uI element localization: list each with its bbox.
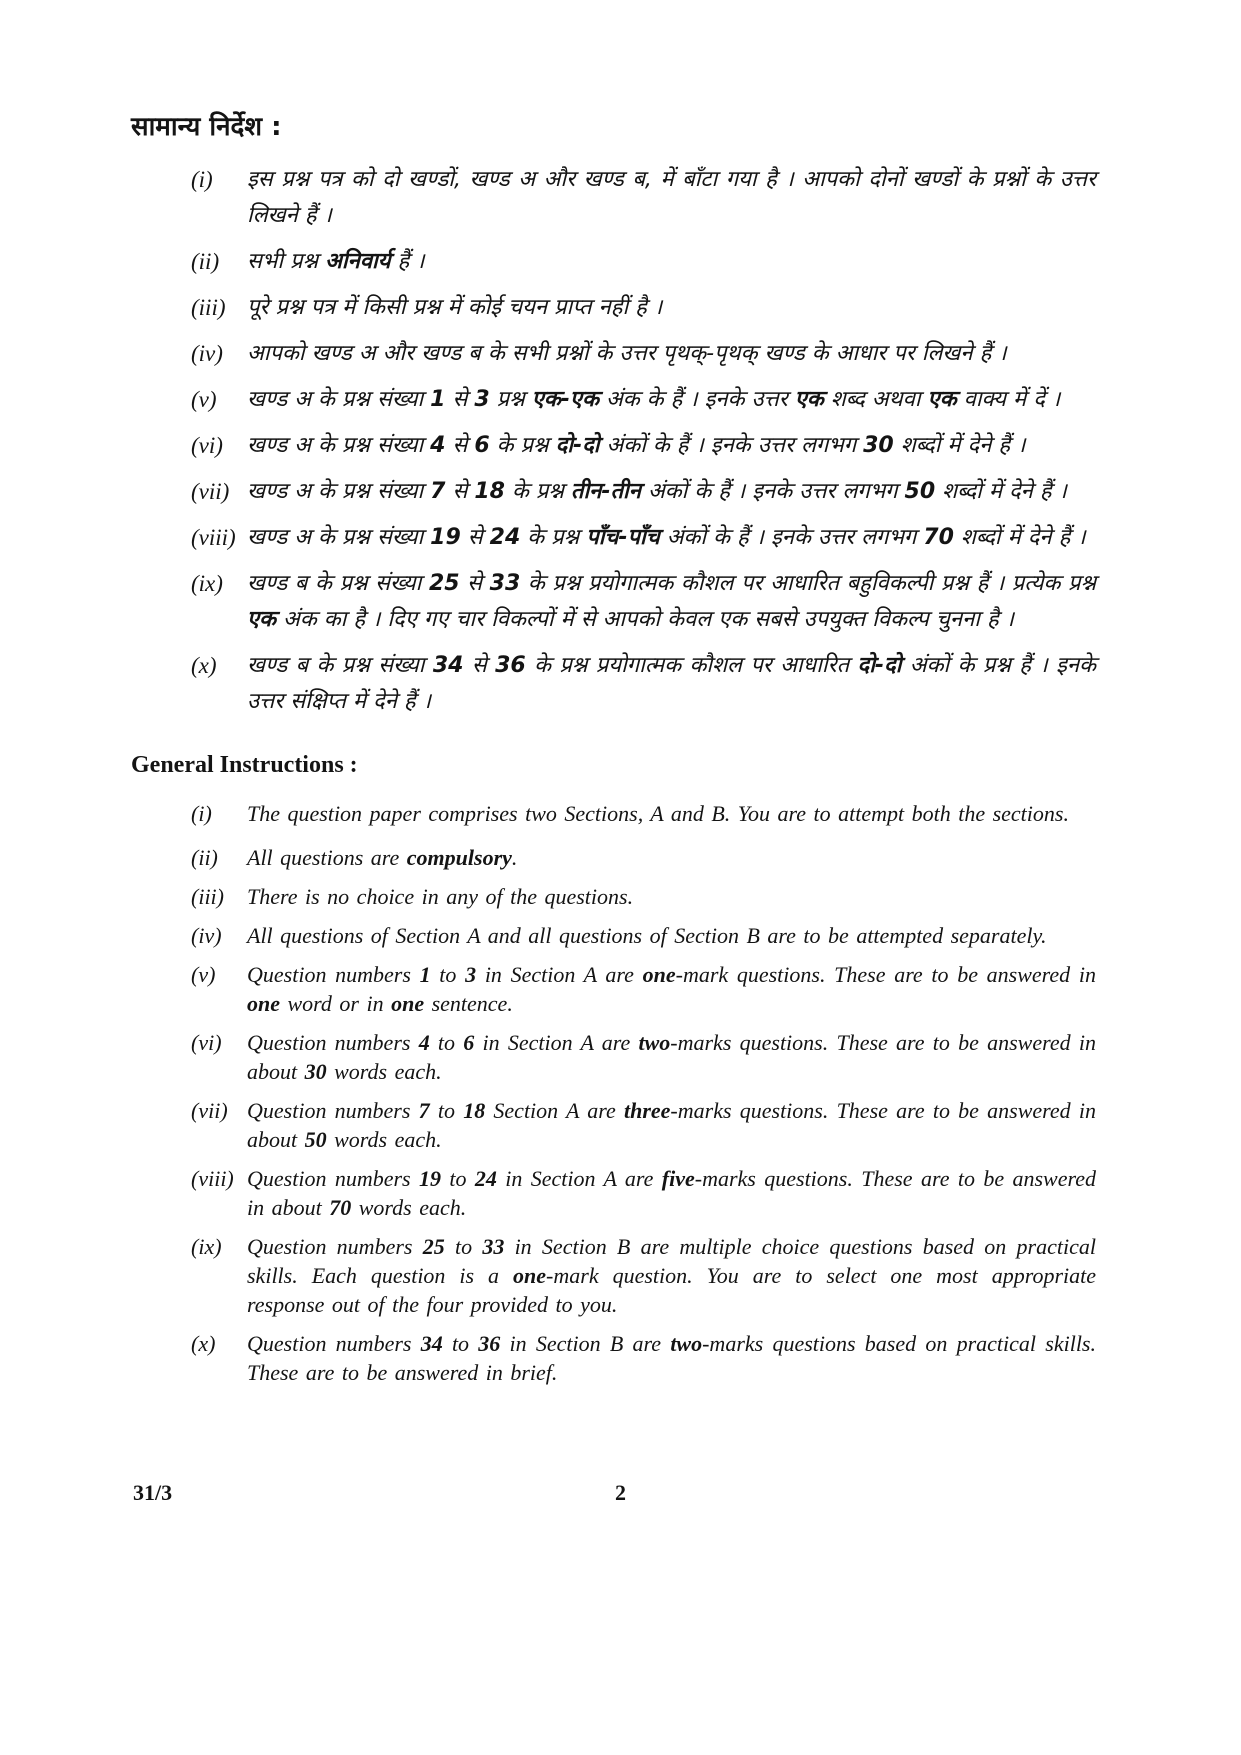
instruction-item (191, 244, 1096, 280)
item-text: खण्ड अ के प्रश्न संख्या 19 से 24 के प्रश्न पाँच-पाँच अंकों के हैं । इनके उत्तर लगभग 70 शब्दों में देने हैं । (247, 525, 1086, 550)
item-text: Question numbers 19 to 24 in Section A are five-marks questions. These are to be answered in about 70 words each. (247, 1166, 1096, 1220)
item-number: (viii) (191, 1166, 234, 1191)
item-text: खण्ड ब के प्रश्न संख्या 34 से 36 के प्रश्न प्रयोगात्मक कौशल पर आधारित दो-दो अंकों के प्रश्न हैं । इनके उत्तर संक्षिप्त में देने हैं । (247, 653, 1096, 714)
item-text: There is no choice in any of the questions. (247, 884, 634, 909)
item-number: (vii) (191, 479, 230, 504)
item-text: खण्ड अ के प्रश्न संख्या 4 से 6 के प्रश्न दो-दो अंकों के हैं । इनके उत्तर लगभग 30 शब्दों में देने हैं । (247, 433, 1026, 458)
item-number: (ii) (191, 249, 220, 274)
item-number: (x) (191, 653, 217, 678)
item-number: (ix) (191, 571, 223, 596)
item-text: खण्ड अ के प्रश्न संख्या 7 से 18 के प्रश्न तीन-तीन अंकों के हैं । इनके उत्तर लगभग 50 शब्दों में देने हैं । (247, 479, 1067, 504)
instruction-item (191, 474, 1096, 510)
instruction-item (191, 162, 1096, 234)
instruction-item (191, 1096, 1096, 1154)
item-text: सभी प्रश्न अनिवार्य हैं । (247, 249, 425, 274)
item-number: (vi) (191, 1030, 222, 1055)
item-text: Question numbers 1 to 3 in Section A are one-mark questions. These are to be answered in one word or in one sentence. (247, 962, 1096, 1016)
item-text: Question numbers 7 to 18 Section A are three-marks questions. These are to be answered in about 50 words each. (247, 1098, 1096, 1152)
item-number: (x) (191, 1331, 216, 1356)
item-number: (v) (191, 962, 216, 987)
hindi-instructions-heading: सामान्य निर्देश : (131, 112, 282, 142)
instruction-item (191, 1164, 1096, 1222)
item-number: (ii) (191, 845, 218, 870)
item-number: (i) (191, 801, 212, 826)
instruction-item (191, 336, 1096, 372)
instruction-item (191, 843, 1096, 872)
item-text: The question paper comprises two Sections, A and B. You are to attempt both the sections. (247, 801, 1069, 826)
item-number: (ix) (191, 1234, 222, 1259)
instruction-item (191, 520, 1096, 556)
instruction-item (191, 566, 1096, 638)
instruction-item (191, 882, 1096, 911)
item-number: (iii) (191, 295, 226, 320)
paper-code: 31/3 (133, 1480, 173, 1505)
instruction-item (191, 1232, 1096, 1319)
item-number: (iv) (191, 923, 222, 948)
item-number: (v) (191, 387, 217, 412)
instruction-item (191, 1329, 1096, 1387)
item-number: (vi) (191, 433, 223, 458)
page-number: 2 (615, 1480, 626, 1505)
instruction-item (191, 794, 1096, 833)
item-number: (viii) (191, 525, 236, 550)
english-instructions-heading: General Instructions : (131, 752, 358, 778)
item-text: खण्ड ब के प्रश्न संख्या 25 से 33 के प्रश्न प्रयोगात्मक कौशल पर आधारित बहुविकल्पी प्रश्न हैं । प्रत्येक प्रश्न एक अंक का है । दिए गए चार विकल्पों में से आपको केवल एक सबसे उपयुक्त विकल्प चुनना है । (247, 571, 1097, 632)
instruction-item (191, 648, 1096, 720)
item-text: Question numbers 34 to 36 in Section B are two-marks questions based on practical skills. These are to be answered in brief. (247, 1331, 1096, 1385)
item-number: (i) (191, 167, 213, 192)
item-text: इस प्रश्न पत्र को दो खण्डों, खण्ड अ और खण्ड ब, में बाँटा गया है । आपको दोनों खण्डों के प्रश्नों के उत्तर लिखने हैं । (247, 167, 1096, 228)
item-text: Question numbers 4 to 6 in Section A are two-marks questions. These are to be answered in about 30 words each. (247, 1030, 1096, 1084)
item-text: पूरे प्रश्न पत्र में किसी प्रश्न में कोई चयन प्राप्त नहीं है । (247, 295, 663, 320)
instruction-item (191, 960, 1096, 1018)
item-number: (iii) (191, 884, 224, 909)
instruction-item (191, 382, 1096, 418)
item-number: (iv) (191, 341, 223, 366)
item-text: खण्ड अ के प्रश्न संख्या 1 से 3 प्रश्न एक-एक अंक के हैं । इनके उत्तर एक शब्द अथवा एक वाक्य में दें । (247, 387, 1061, 412)
instruction-item (191, 1028, 1096, 1086)
hindi-instructions-list (131, 162, 1096, 720)
item-text: आपको खण्ड अ और खण्ड ब के सभी प्रश्नों के उत्तर पृथक्-पृथक् खण्ड के आधार पर लिखने हैं । (247, 341, 1007, 366)
item-text: All questions are compulsory. (247, 845, 518, 870)
item-text: Question numbers 25 to 33 in Section B are multiple choice questions based on practical skills. Each question is a one-mark question. You are to select one most appropriate response out of the four provided to you. (247, 1234, 1096, 1317)
instruction-item (191, 921, 1096, 950)
item-number: (vii) (191, 1098, 228, 1123)
instruction-item (191, 428, 1096, 464)
english-instructions-list (131, 794, 1096, 1387)
instruction-item (191, 290, 1096, 326)
item-text: All questions of Section A and all questions of Section B are to be attempted separately. (247, 923, 1047, 948)
page-footer (0, 1480, 1241, 1510)
